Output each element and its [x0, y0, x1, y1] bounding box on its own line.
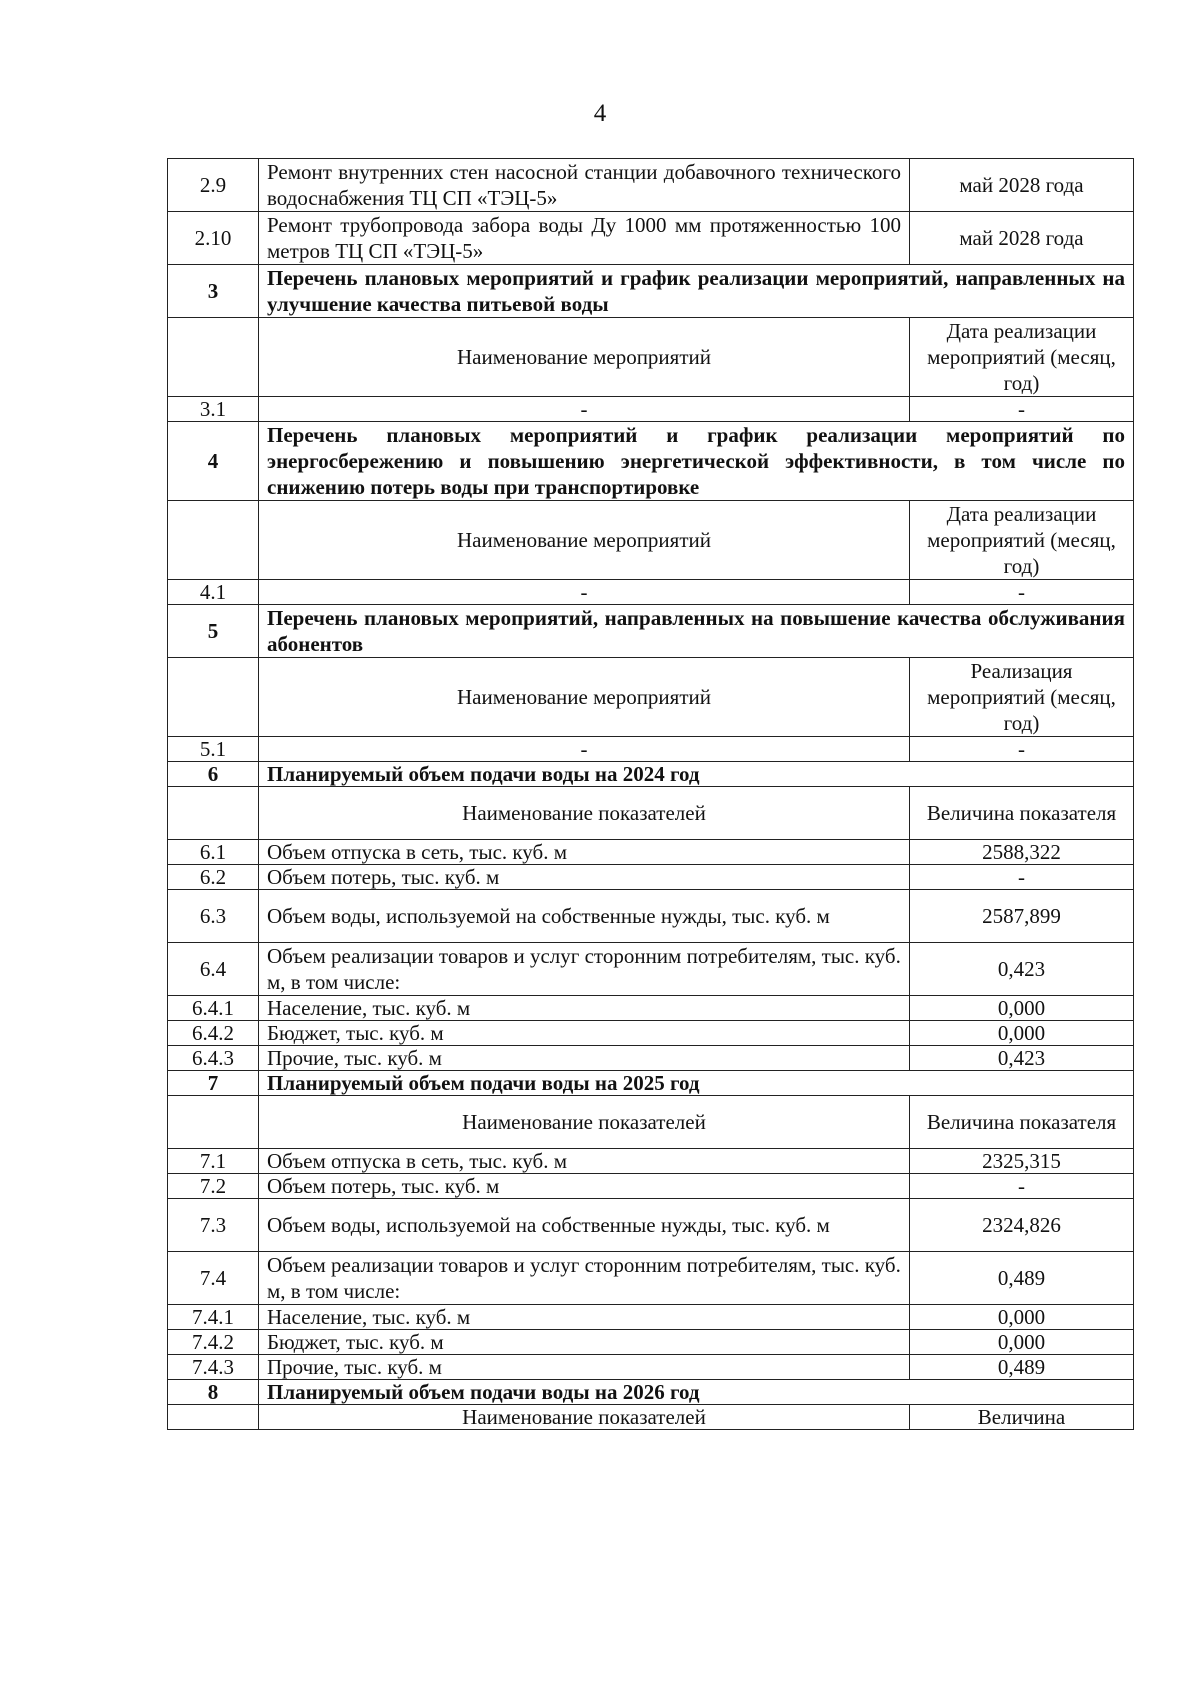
row-number: 7.4	[168, 1252, 259, 1305]
row-number: 7.4.1	[168, 1305, 259, 1330]
indicator-value: 0,000	[910, 1021, 1134, 1046]
table-row	[168, 397, 1134, 422]
indicator-value: 0,489	[910, 1252, 1134, 1305]
indicator-name: Объем отпуска в сеть, тыс. куб. м	[259, 840, 910, 865]
table-row	[168, 1330, 1134, 1355]
empty-cell	[168, 318, 259, 397]
table-row	[168, 1174, 1134, 1199]
table-row	[168, 159, 1134, 212]
column-header-name: Наименование мероприятий	[259, 318, 910, 397]
measure-name: -	[259, 737, 910, 762]
indicator-value: 0,000	[910, 1305, 1134, 1330]
measure-date: май 2028 года	[910, 212, 1134, 265]
table-row	[168, 737, 1134, 762]
indicator-value: 2325,315	[910, 1149, 1134, 1174]
section-title: Планируемый объем подачи воды на 2024 год	[259, 762, 1134, 787]
section-title: Перечень плановых мероприятий, направленных на повышение качества обслуживания абонентов	[259, 605, 1134, 658]
table-row	[168, 840, 1134, 865]
header-row	[168, 501, 1134, 580]
row-number: 7.1	[168, 1149, 259, 1174]
header-row	[168, 1405, 1134, 1430]
column-header-name: Наименование мероприятий	[259, 658, 910, 737]
row-number: 6.4.3	[168, 1046, 259, 1071]
section-title: Планируемый объем подачи воды на 2026 год	[259, 1380, 1134, 1405]
table-row	[168, 1021, 1134, 1046]
indicator-value: 0,489	[910, 1355, 1134, 1380]
section-number: 5	[168, 605, 259, 658]
indicator-name: Население, тыс. куб. м	[259, 996, 910, 1021]
indicator-name: Прочие, тыс. куб. м	[259, 1355, 910, 1380]
section-number: 6	[168, 762, 259, 787]
indicator-name: Объем реализации товаров и услуг сторонним потребителям, тыс. куб. м, в том числе:	[259, 943, 910, 996]
section-number: 3	[168, 265, 259, 318]
indicator-value: 2324,826	[910, 1199, 1134, 1252]
row-number: 7.3	[168, 1199, 259, 1252]
row-number: 7.4.3	[168, 1355, 259, 1380]
column-header-date: Дата реализации мероприятий (месяц, год)	[910, 501, 1134, 580]
header-row	[168, 658, 1134, 737]
indicator-value: -	[910, 865, 1134, 890]
empty-cell	[168, 1405, 259, 1430]
measures-table	[167, 158, 1134, 1430]
column-header-value: Величина	[910, 1405, 1134, 1430]
indicator-name: Бюджет, тыс. куб. м	[259, 1021, 910, 1046]
row-number: 6.2	[168, 865, 259, 890]
indicator-name: Объем отпуска в сеть, тыс. куб. м	[259, 1149, 910, 1174]
section-number: 7	[168, 1071, 259, 1096]
table-row	[168, 212, 1134, 265]
table-row	[168, 943, 1134, 996]
header-row	[168, 1096, 1134, 1149]
indicator-value: 0,000	[910, 996, 1134, 1021]
row-number: 5.1	[168, 737, 259, 762]
column-header-date: Реализация мероприятий (месяц, год)	[910, 658, 1134, 737]
row-number: 2.9	[168, 159, 259, 212]
indicator-name: Объем воды, используемой на собственные нужды, тыс. куб. м	[259, 890, 910, 943]
row-number: 6.4.2	[168, 1021, 259, 1046]
indicator-value: 2587,899	[910, 890, 1134, 943]
row-number: 2.10	[168, 212, 259, 265]
section-row	[168, 762, 1134, 787]
table-row	[168, 1149, 1134, 1174]
row-number: 7.2	[168, 1174, 259, 1199]
row-number: 7.4.2	[168, 1330, 259, 1355]
table-row	[168, 1252, 1134, 1305]
measure-name: -	[259, 397, 910, 422]
indicator-name: Бюджет, тыс. куб. м	[259, 1330, 910, 1355]
measure-name: -	[259, 580, 910, 605]
table-row	[168, 890, 1134, 943]
table-row	[168, 1355, 1134, 1380]
measure-date: -	[910, 580, 1134, 605]
empty-cell	[168, 658, 259, 737]
indicator-value: 0,423	[910, 943, 1134, 996]
column-header-name: Наименование показателей	[259, 1405, 910, 1430]
measure-date: май 2028 года	[910, 159, 1134, 212]
indicator-value: -	[910, 1174, 1134, 1199]
column-header-date: Дата реализации мероприятий (месяц, год)	[910, 318, 1134, 397]
column-header-value: Величина показателя	[910, 787, 1134, 840]
section-title: Перечень плановых мероприятий и график реализации мероприятий, направленных на улучшение качества питьевой воды	[259, 265, 1134, 318]
empty-cell	[168, 501, 259, 580]
table-row	[168, 996, 1134, 1021]
empty-cell	[168, 787, 259, 840]
indicator-name: Объем потерь, тыс. куб. м	[259, 865, 910, 890]
section-number: 4	[168, 422, 259, 501]
header-row	[168, 318, 1134, 397]
header-row	[168, 787, 1134, 840]
indicator-value: 0,423	[910, 1046, 1134, 1071]
section-row	[168, 1380, 1134, 1405]
row-number: 4.1	[168, 580, 259, 605]
section-row	[168, 605, 1134, 658]
column-header-name: Наименование мероприятий	[259, 501, 910, 580]
indicator-name: Объем реализации товаров и услуг сторонним потребителям, тыс. куб. м, в том числе:	[259, 1252, 910, 1305]
indicator-name: Прочие, тыс. куб. м	[259, 1046, 910, 1071]
section-row	[168, 422, 1134, 501]
row-number: 6.3	[168, 890, 259, 943]
table-row	[168, 1046, 1134, 1071]
empty-cell	[168, 1096, 259, 1149]
measure-name: Ремонт внутренних стен насосной станции добавочного технического водоснабжения ТЦ СП «ТЭЦ-5»	[259, 159, 910, 212]
row-number: 6.4	[168, 943, 259, 996]
table-row	[168, 1199, 1134, 1252]
section-row	[168, 265, 1134, 318]
table-row	[168, 1305, 1134, 1330]
measure-name: Ремонт трубопровода забора воды Ду 1000 мм протяженностью 100 метров ТЦ СП «ТЭЦ-5»	[259, 212, 910, 265]
section-row	[168, 1071, 1134, 1096]
row-number: 3.1	[168, 397, 259, 422]
indicator-value: 2588,322	[910, 840, 1134, 865]
column-header-name: Наименование показателей	[259, 1096, 910, 1149]
row-number: 6.4.1	[168, 996, 259, 1021]
row-number: 6.1	[168, 840, 259, 865]
column-header-name: Наименование показателей	[259, 787, 910, 840]
page-number: 4	[593, 100, 607, 127]
indicator-name: Объем потерь, тыс. куб. м	[259, 1174, 910, 1199]
measure-date: -	[910, 397, 1134, 422]
section-number: 8	[168, 1380, 259, 1405]
column-header-value: Величина показателя	[910, 1096, 1134, 1149]
section-title: Планируемый объем подачи воды на 2025 год	[259, 1071, 1134, 1096]
measure-date: -	[910, 737, 1134, 762]
indicator-value: 0,000	[910, 1330, 1134, 1355]
table-row	[168, 580, 1134, 605]
indicator-name: Население, тыс. куб. м	[259, 1305, 910, 1330]
section-title: Перечень плановых мероприятий и график реализации мероприятий по энергосбережению и повышению энергетической эффективности, в том числе по снижению потерь воды при транспортировке	[259, 422, 1134, 501]
table-row	[168, 865, 1134, 890]
indicator-name: Объем воды, используемой на собственные нужды, тыс. куб. м	[259, 1199, 910, 1252]
